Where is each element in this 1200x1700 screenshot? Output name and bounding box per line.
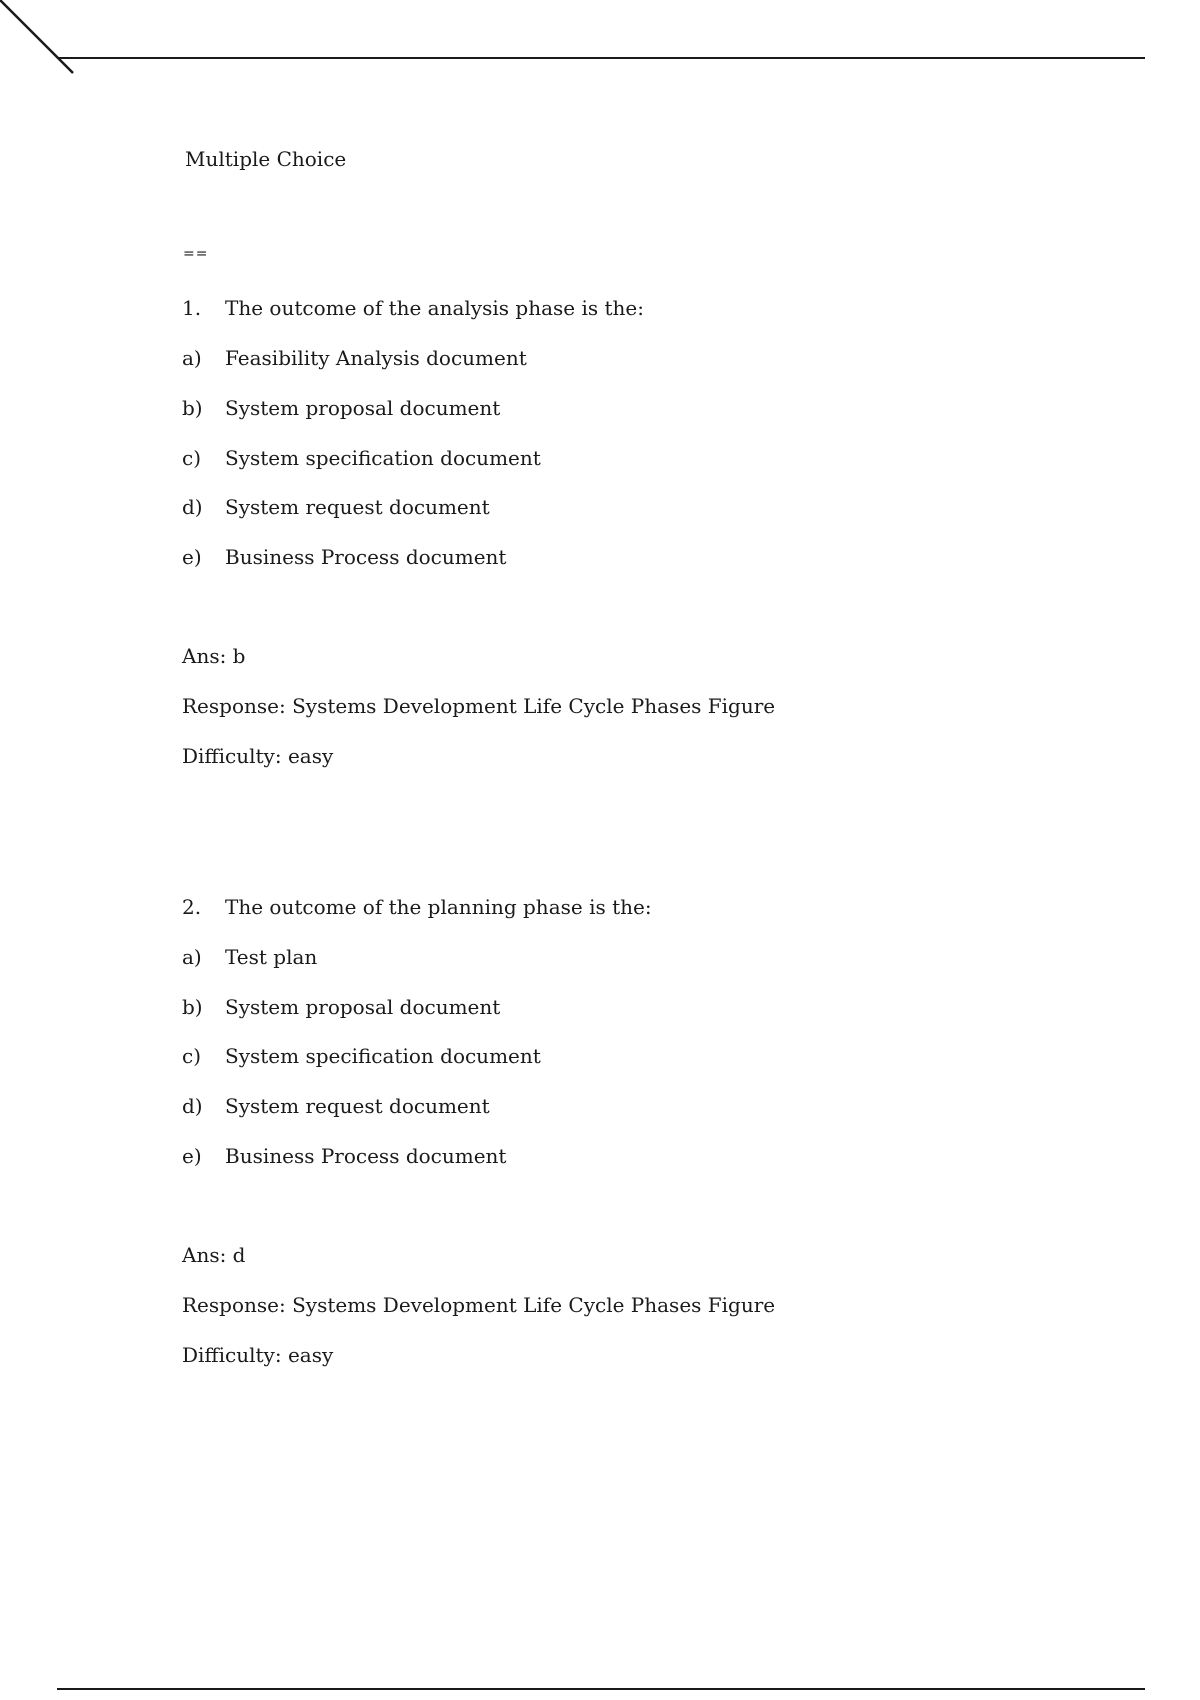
option-letter: e) [182,545,202,569]
question-number: 2. [182,895,202,919]
option-letter: b) [182,995,203,1019]
option-text: System proposal document [225,995,501,1019]
corner-crop-mark [0,0,80,80]
option-text: Feasibility Analysis document [225,346,527,370]
option-text: System specification document [225,1044,541,1068]
section-title: Multiple Choice [185,147,347,171]
header-rule [57,57,1145,59]
option-text: Test plan [225,945,318,969]
response: Response: Systems Development Life Cycle Phases Figure [182,1293,776,1317]
option-letter: a) [182,945,202,969]
option-letter: c) [182,1044,202,1068]
option-text: Business Process document [225,1144,507,1168]
option-text: Business Process document [225,545,507,569]
response: Response: Systems Development Life Cycle Phases Figure [182,694,776,718]
separator: == [183,246,209,262]
option-letter: c) [182,446,202,470]
option-letter: e) [182,1144,202,1168]
option-letter: d) [182,1094,203,1118]
option-text: System request document [225,495,490,519]
option-text: System proposal document [225,396,501,420]
difficulty: Difficulty: easy [182,1343,334,1367]
option-text: System request document [225,1094,490,1118]
question-number: 1. [182,296,202,320]
option-letter: d) [182,495,203,519]
difficulty: Difficulty: easy [182,744,334,768]
option-text: System specification document [225,446,541,470]
footer-rule [57,1688,1145,1690]
question-stem: The outcome of the planning phase is the: [225,895,652,919]
answer: Ans: b [182,644,246,668]
option-letter: a) [182,346,202,370]
option-letter: b) [182,396,203,420]
answer: Ans: d [182,1243,246,1267]
question-stem: The outcome of the analysis phase is the: [225,296,644,320]
